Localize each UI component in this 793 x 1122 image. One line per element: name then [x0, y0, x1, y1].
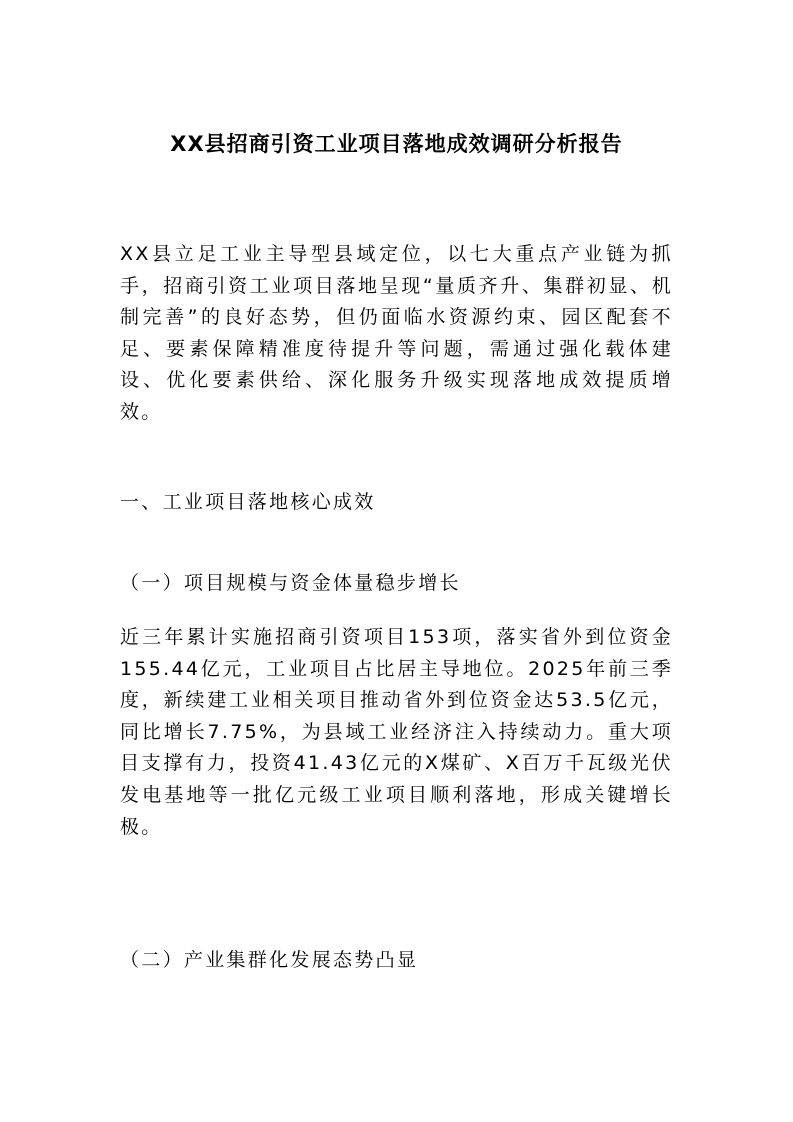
- document-title: XX县招商引资工业项目落地成效调研分析报告: [170, 132, 623, 156]
- subsection-1-paragraph: 近三年累计实施招商引资项目153项，落实省外到位资金155.44亿元，工业项目占比居主导地位。2025年前三季度，新续建工业相关项目推动省外到位资金达53.5亿元，同比增长7.75%，为县域工业经济注入持续动力。重大项目支撑有力，投资41.43亿元的X煤矿、X百万千瓦级光伏发电基地等一批亿元级工业项目顺利落地，形成关键增长极。: [120, 626, 673, 838]
- intro-paragraph: XX县立足工业主导型县域定位，以七大重点产业链为抓手，招商引资工业项目落地呈现“量质齐升、集群初显、机制完善”的良好态势，但仍面临水资源约束、园区配套不足、要素保障精准度待提升等问题，需通过强化载体建设、优化要素供给、深化服务升级实现落地成效提质增效。: [120, 243, 673, 423]
- subsection-heading-1: （一）项目规模与资金体量稳步增长: [120, 572, 461, 594]
- subsection-heading-2: （二）产业集群化发展态势凸显: [120, 949, 419, 971]
- section-heading-1: 一、工业项目落地核心成效: [120, 491, 376, 513]
